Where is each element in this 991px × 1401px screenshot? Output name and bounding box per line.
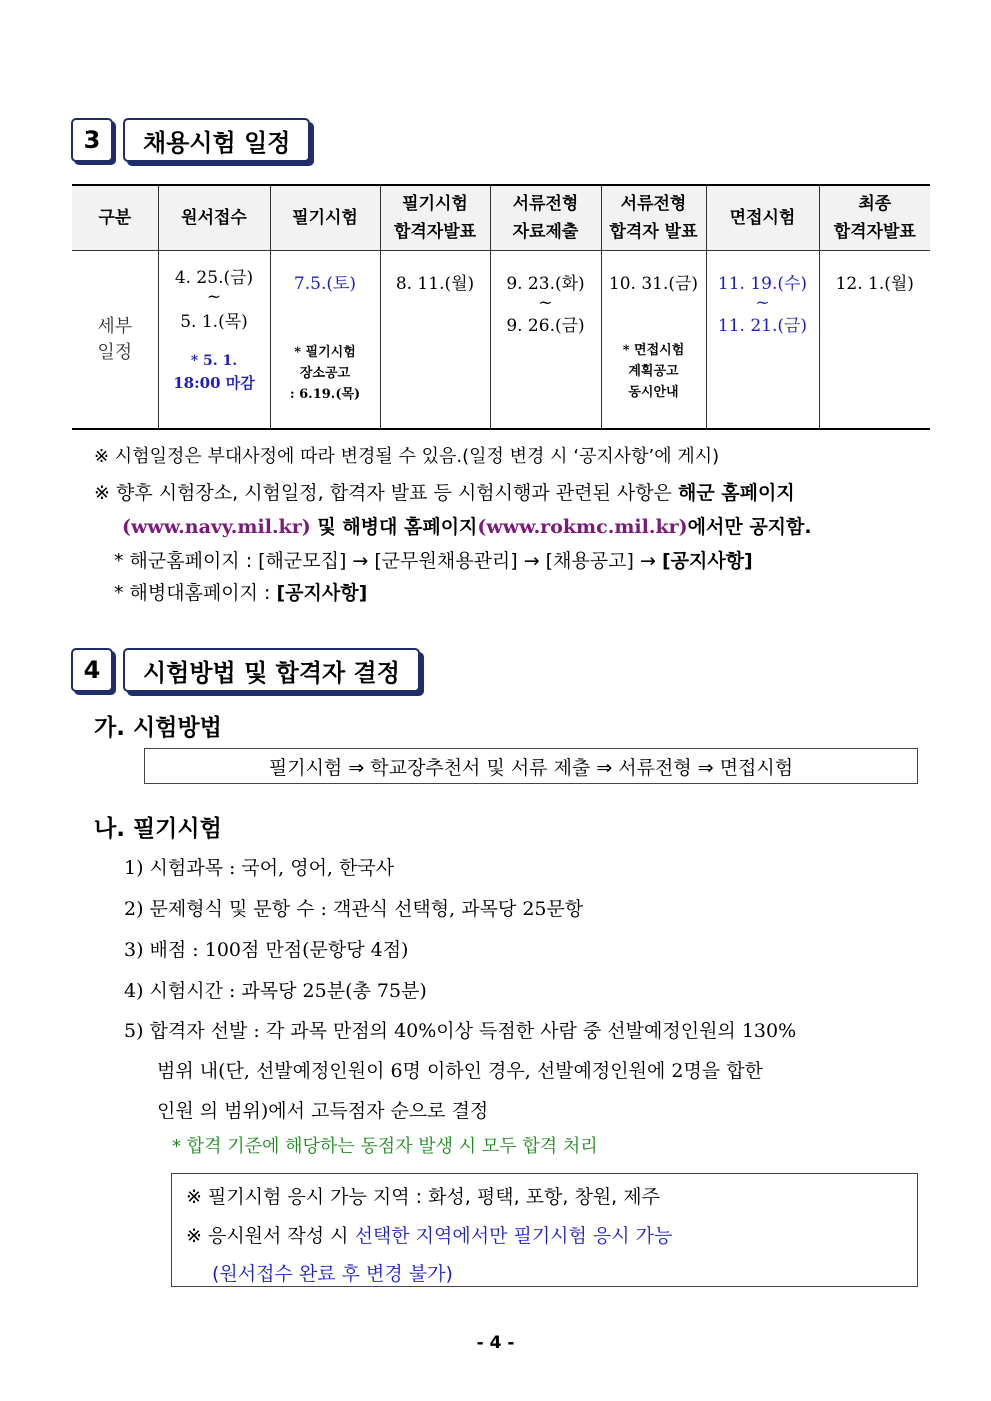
- schedule-table: [72, 184, 930, 430]
- final-cell: 12. 1.(월): [819, 251, 930, 430]
- section-number: 3: [71, 118, 113, 162]
- list-item-continued: 인원 의 범위)에서 고득점자 순으로 결정: [157, 1100, 489, 1122]
- section-title: 채용시험 일정: [123, 118, 310, 162]
- list-item-continued: 범위 내(단, 선발예정인원이 6명 이하인 경우, 선발예정인원에 2명을 합한: [157, 1060, 763, 1082]
- apply-cell: 4. 25.(금) ~ 5. 1.(목) * 5. 1. 18:00 마감: [158, 251, 270, 430]
- page-number: - 4 -: [476, 1333, 515, 1353]
- note-marine-path: * 해병대홈페이지 : [공지사항]: [114, 582, 368, 604]
- header-cell: 원서접수: [158, 185, 270, 251]
- interview-cell: 11. 19.(수) ~ 11. 21.(금): [706, 251, 819, 430]
- header-cell: 면접시험: [706, 185, 819, 251]
- exam-flow-box: 필기시험 ⇒ 학교장추천서 및 서류 제출 ⇒ 서류전형 ⇒ 면접시험: [144, 748, 918, 784]
- doc-result-cell: 10. 31.(금) * 면접시험 계획공고 동시안내: [601, 251, 706, 430]
- section-4-header: [71, 648, 420, 692]
- note-announcement: ※ 향후 시험장소, 시험일정, 합격자 발표 등 시험시행과 관련된 사항은 해군 홈페이지: [94, 482, 795, 504]
- subsection-title: 가. 시험방법: [94, 715, 222, 741]
- notice-regions: ※ 필기시험 응시 가능 지역 : 화성, 평택, 포항, 창원, 제주: [186, 1186, 660, 1208]
- notice-no-change: (원서접수 완료 후 변경 불가): [212, 1263, 453, 1285]
- tie-note: * 합격 기준에 해당하는 동점자 발생 시 모두 합격 처리: [172, 1136, 598, 1157]
- notice-selection: ※ 응시원서 작성 시 선택한 지역에서만 필기시험 응시 가능: [186, 1225, 673, 1247]
- list-item: 2) 문제형식 및 문항 수 : 객관식 선택형, 과목당 25문항: [124, 898, 584, 920]
- list-item: 5) 합격자 선발 : 각 과목 만점의 40%이상 득점한 사람 중 선발예정인원의 130%: [124, 1020, 797, 1042]
- section-number: 4: [71, 648, 113, 692]
- subsection-title: 나. 필기시험: [94, 816, 222, 842]
- section-3-header: [71, 118, 310, 162]
- written-cell: 7.5.(토) * 필기시험 장소공고 : 6.19.(목): [270, 251, 380, 430]
- table-row: [72, 251, 930, 430]
- note-schedule-change: ※ 시험일정은 부대사정에 따라 변경될 수 있음.(일정 변경 시 ‘공지사항’에 게시): [94, 446, 720, 467]
- written-result-cell: 8. 11.(월): [380, 251, 490, 430]
- list-item: 3) 배점 : 100점 만점(문항당 4점): [124, 939, 409, 961]
- note-navy-path: * 해군홈페이지 : [해군모집] → [군무원채용관리] → [채용공고] → [공지사항]: [114, 550, 753, 572]
- doc-submit-cell: 9. 23.(화) ~ 9. 26.(금): [490, 251, 601, 430]
- row-label-cell: 세부 일정: [72, 251, 158, 430]
- header-cell: 서류전형 합격자 발표: [601, 185, 706, 251]
- list-item: 1) 시험과목 : 국어, 영어, 한국사: [124, 857, 395, 879]
- list-item: 4) 시험시간 : 과목당 25분(총 75분): [124, 980, 427, 1002]
- table-header-row: [72, 185, 930, 251]
- header-cell: 구분: [72, 185, 158, 251]
- note-websites: (www.navy.mil.kr) 및 해병대 홈페이지(www.rokmc.mil.kr)에서만 공지함.: [122, 516, 812, 538]
- header-cell: 필기시험: [270, 185, 380, 251]
- header-cell: 필기시험 합격자발표: [380, 185, 490, 251]
- header-cell: 최종 합격자발표: [819, 185, 930, 251]
- header-cell: 서류전형 자료제출: [490, 185, 601, 251]
- section-title: 시험방법 및 합격자 결정: [123, 648, 420, 692]
